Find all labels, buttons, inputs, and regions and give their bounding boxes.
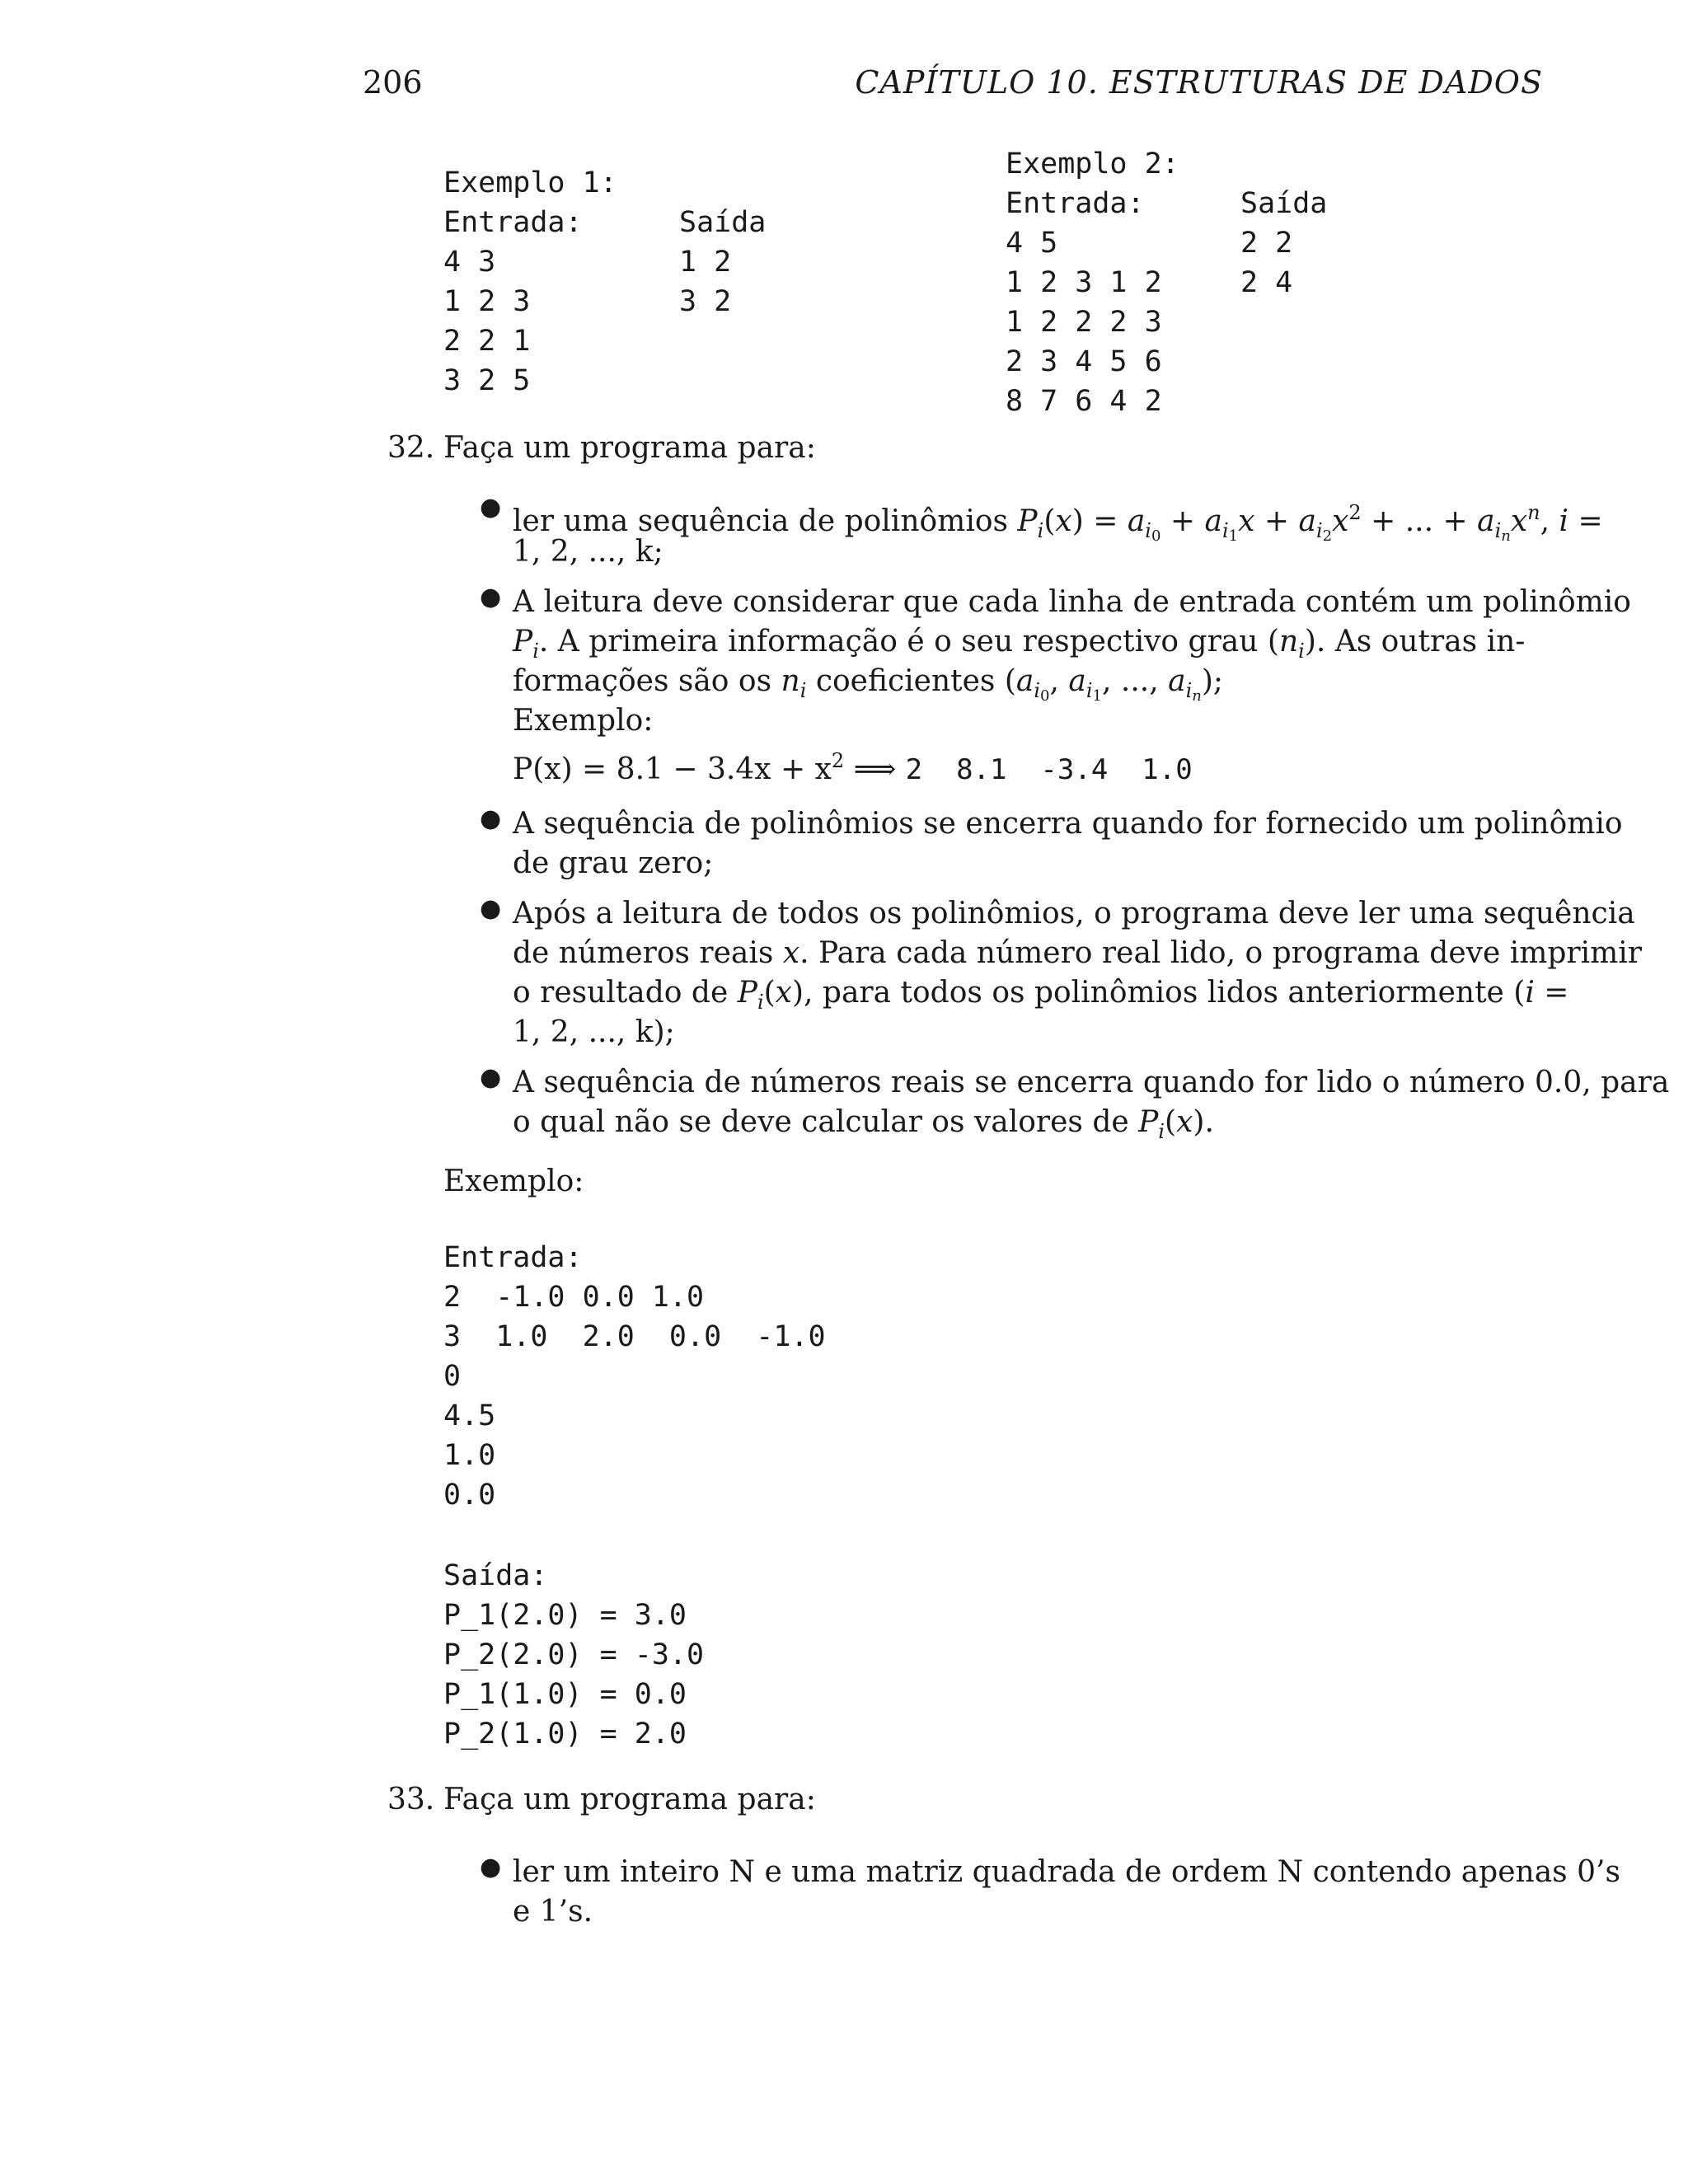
example1-input-line: 4 3 [443, 246, 496, 279]
input-line: 2 -1.0 0.0 1.0 [443, 1281, 705, 1314]
exercise-32-bullet-2 [513, 583, 1631, 786]
bullet-line: 1, 2, ..., k; [513, 535, 663, 569]
input-line: 4.5 [443, 1399, 496, 1432]
exercise-32-intro: Faça um programa para: [443, 431, 816, 465]
bullet-line: ler um inteiro N e uma matriz quadrada de ordem N contendo apenas 0’s [513, 1855, 1620, 1889]
example1-output-line: 1 2 [679, 246, 732, 279]
bullet-text: de números reais [513, 936, 783, 970]
bullet-line: A leitura deve considerar que cada linha de entrada contém um polinômio [513, 585, 1631, 619]
page-number: 206 [363, 64, 423, 101]
bullet-text: ). As outras in- [1304, 625, 1526, 658]
example2-input-line: 4 5 [1006, 227, 1058, 260]
bullet-line: e 1’s. [513, 1895, 593, 1929]
bullet-text: , para todos os polinômios lidos anteriormente ( [804, 976, 1526, 1010]
bullet-text: o qual não se deve calcular os valores de [513, 1105, 1139, 1139]
bullet-line: de números reais x. Para cada número real lido, o programa deve imprimir [513, 936, 1643, 970]
chapter-title: CAPÍTULO 10. ESTRUTURAS DE DADOS [855, 64, 1543, 101]
output-line: P_2(2.0) = -3.0 [443, 1638, 705, 1671]
example-formula: $P(x) = 8.1 - 3.4x + x^2$ ⟹ 2 8.1 -3.4 1.0 [513, 749, 1193, 786]
exercise-32-output-block [443, 1556, 704, 1754]
exercise-32-bullet-4 [513, 894, 1643, 1052]
example2-title: Exemplo 2: [1006, 148, 1179, 180]
bullet-icon: ● [480, 1853, 502, 1882]
output-line: P_1(2.0) = 3.0 [443, 1599, 687, 1632]
example2-input-label: Entrada: [1006, 187, 1145, 220]
implies-arrow: ⟹ [844, 752, 906, 786]
exercise-32-input-block [443, 1238, 826, 1515]
bullet-text: coeficientes ( [806, 664, 1016, 698]
bullet-text: o resultado de [513, 976, 738, 1010]
bullet-icon: ● [480, 804, 502, 833]
bullet-icon: ● [480, 583, 502, 612]
example1-input-line: 1 2 3 [443, 285, 531, 318]
example2-input-line: 8 7 6 4 2 [1006, 385, 1162, 418]
example1-output-line: 3 2 [679, 285, 732, 318]
bullet-text: formações são os [513, 664, 781, 698]
example1-output-label: Saída [679, 206, 767, 239]
bullet-line: Após a leitura de todos os polinômios, o programa deve ler uma sequência [513, 897, 1635, 930]
input-line: 0 [443, 1360, 462, 1393]
input-line: 1.0 [443, 1439, 496, 1472]
example-label: Exemplo: [513, 704, 654, 738]
example2-input-line: 1 2 2 2 3 [1006, 306, 1162, 339]
example1-input-line: 3 2 5 [443, 364, 531, 397]
input-line: 3 1.0 2.0 0.0 -1.0 [443, 1320, 826, 1353]
bullet-line: o resultado de $P_i(x)$, para todos os polinômios lidos anteriormente (i = [513, 976, 1569, 1014]
exercise-32-example-label: Exemplo: [443, 1165, 584, 1198]
example1-input-label: Entrada: [443, 206, 583, 239]
example2-output-line: 2 4 [1240, 266, 1293, 299]
bullet-line: de grau zero; [513, 846, 714, 880]
bullet-text: . Para cada número real lido, o programa deve imprimir [799, 936, 1643, 970]
bullet-line: A sequência de polinômios se encerra quando for fornecido um polinômio [513, 807, 1623, 841]
example-code: 2 8.1 -3.4 1.0 [905, 753, 1193, 786]
output-line: P_1(1.0) = 0.0 [443, 1678, 687, 1711]
output-line: P_2(1.0) = 2.0 [443, 1718, 687, 1750]
bullet-text: ler uma sequência de polinômios [513, 504, 1018, 538]
exercise-32-bullet-3 [513, 804, 1623, 883]
input-line: 0.0 [443, 1479, 496, 1511]
example1-output-block [679, 203, 766, 321]
exercise-33-number: 33. [387, 1783, 435, 1816]
bullet-icon: ● [480, 1063, 502, 1092]
bullet-line: o qual não se deve calcular os valores de $P_i(x)$. [513, 1105, 1214, 1143]
example1-input-line: 2 2 1 [443, 325, 531, 358]
exercise-33-intro: Faça um programa para: [443, 1783, 816, 1816]
exercise-32-bullet-1 [513, 493, 1603, 572]
bullet-text: ); [1201, 664, 1224, 698]
exercise-32-bullet-5 [513, 1063, 1670, 1143]
bullet-text: . A primeira informação é o seu respectivo grau ( [538, 625, 1279, 658]
example2-output-label: Saída [1240, 187, 1328, 220]
example1-input-block [443, 163, 617, 401]
bullet-line: 1, 2, ..., k); [513, 1015, 675, 1049]
formula-text: P(x) = 8.1 − 3.4x + x [513, 752, 832, 786]
bullet-line: $P_i$. A primeira informação é o seu respectivo grau $(n_i)$. As outras in- [513, 625, 1526, 663]
bullet-icon: ● [480, 493, 502, 522]
input-label: Entrada: [443, 1241, 583, 1274]
bullet-icon: ● [480, 894, 502, 923]
example2-input-line: 2 3 4 5 6 [1006, 345, 1162, 378]
bullet-line: A sequência de números reais se encerra quando for lido o número 0.0, para [513, 1066, 1670, 1099]
exercise-32-number: 32. [387, 431, 435, 465]
bullet-line: formações são os $n_i$ coeficientes ($a_{i_0}$, $a_{i_1}$, ..., $a_{i_n}$); [513, 664, 1224, 705]
example2-output-line: 2 2 [1240, 227, 1293, 260]
example2-input-line: 1 2 3 1 2 [1006, 266, 1162, 299]
output-label: Saída: [443, 1559, 548, 1592]
example2-output-block [1240, 184, 1327, 302]
exercise-33-bullet-1 [513, 1853, 1620, 1932]
example1-title: Exemplo 1: [443, 166, 617, 199]
bullet-line: ler uma sequência de polinômios $P_i(x) = a_{i_0} + a_{i_1}x + a_{i_2}x^2$ + ... + $a_{i_n}x^n$, i = [513, 501, 1603, 545]
example2-input-block [1006, 144, 1179, 421]
